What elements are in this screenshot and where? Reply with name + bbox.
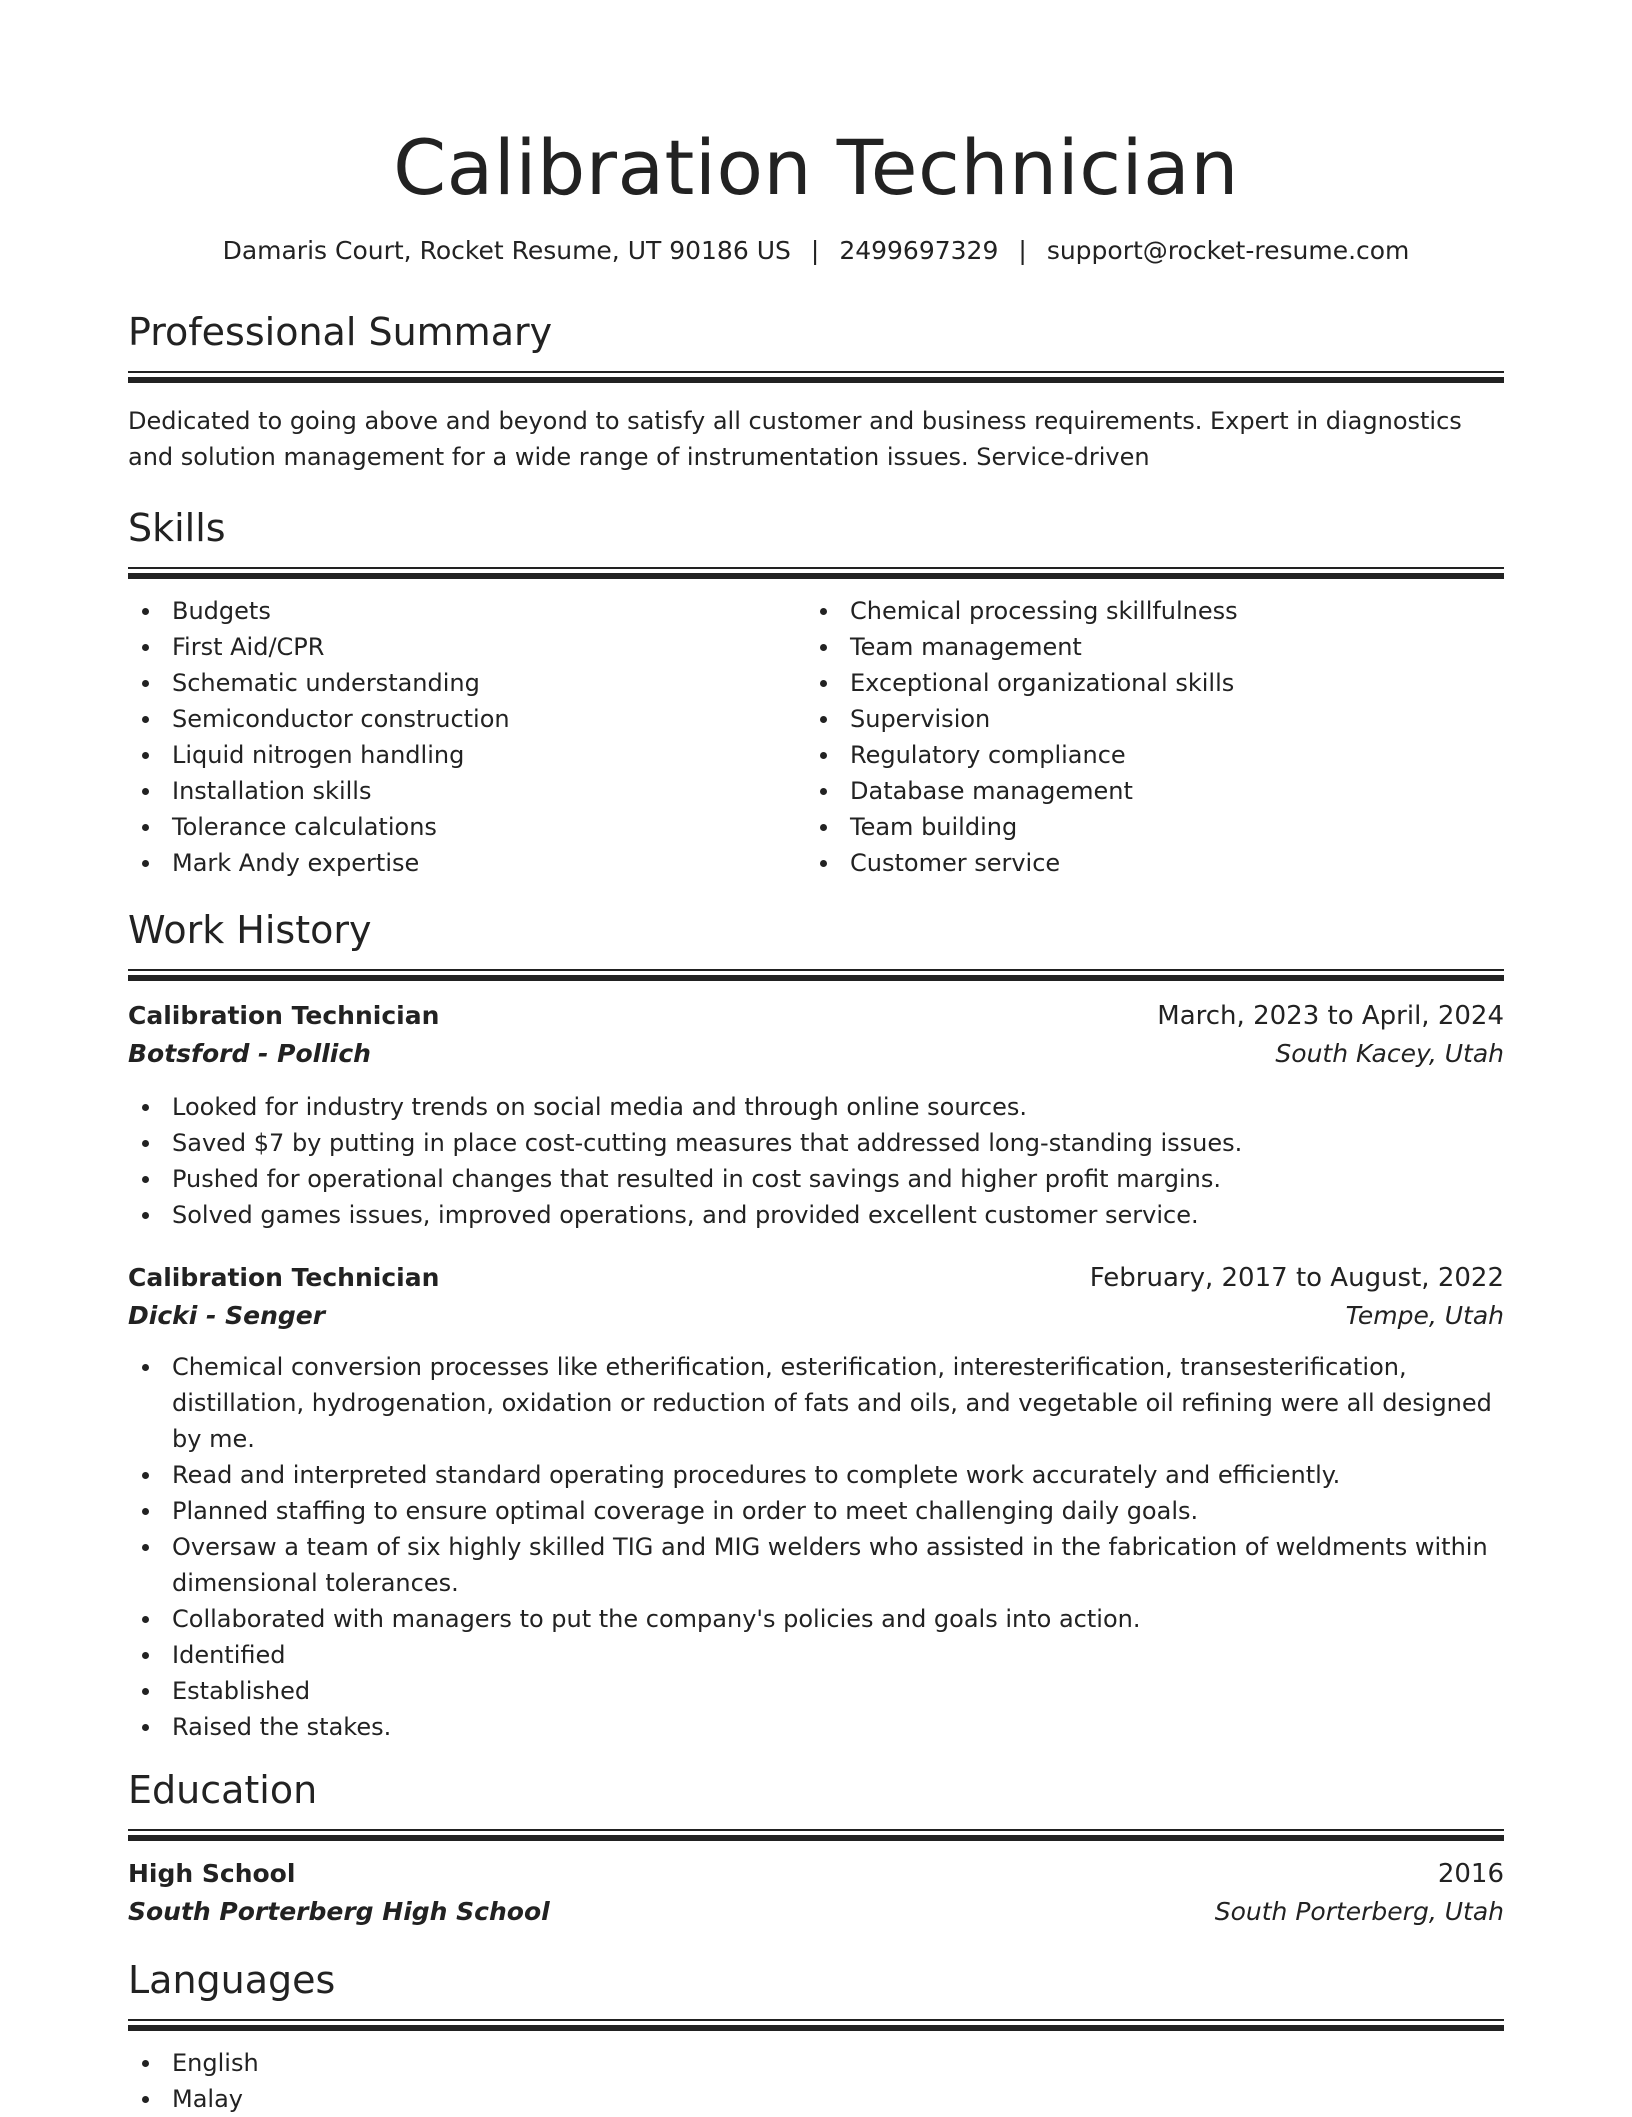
education-section [128, 1768, 1504, 1931]
contact-separator: | [810, 236, 820, 265]
job-bullets [128, 1349, 1504, 1745]
job-bullets [128, 1089, 1504, 1233]
education-degree: High School [128, 1859, 296, 1888]
job-bullet: Chemical conversion processes like etherification, esterification, interesterification, transesterification, distillation, hydrogenation, oxidation or reduction of fats and oils, and vegetable oil refining were all designed by me. [128, 1349, 1504, 1457]
job-company: Dicki - Senger [128, 1301, 326, 1330]
skill-item: Team management [806, 629, 1484, 665]
section-divider [128, 567, 1504, 579]
skills-list-right [806, 593, 1484, 881]
job-location: Tempe, Utah [1345, 1301, 1504, 1330]
education-heading: Education [128, 1768, 318, 1812]
work-section [128, 908, 1504, 1745]
skill-item: Budgets [128, 593, 806, 629]
language-item: English [128, 2045, 1504, 2081]
skill-item: Supervision [806, 701, 1484, 737]
skills-column-right [806, 593, 1484, 881]
skill-item: Semiconductor construction [128, 701, 806, 737]
contact-address: Damaris Court, Rocket Resume, UT 90186 US [222, 236, 791, 265]
job-bullet: Pushed for operational changes that resulted in cost savings and higher profit margins. [128, 1161, 1504, 1197]
skills-list-left [128, 593, 806, 881]
section-divider [128, 371, 1504, 383]
education-school: South Porterberg High School [128, 1897, 550, 1926]
skill-item: Chemical processing skillfulness [806, 593, 1484, 629]
job-subheader [128, 1035, 1504, 1073]
skills-grid [128, 593, 1504, 881]
education-location: South Porterberg, Utah [1214, 1897, 1504, 1926]
job-subheader [128, 1297, 1504, 1335]
job-bullet: Identified [128, 1637, 1504, 1673]
summary-section [128, 310, 1504, 475]
job-bullet: Looked for industry trends on social media and through online sources. [128, 1089, 1504, 1125]
skill-item: Mark Andy expertise [128, 845, 806, 881]
job-header [128, 997, 1504, 1035]
skill-item: First Aid/CPR [128, 629, 806, 665]
job-title: Calibration Technician [128, 1001, 440, 1030]
skill-item: Liquid nitrogen handling [128, 737, 806, 773]
job-bullet: Saved $7 by putting in place cost-cutting measures that addressed long-standing issues. [128, 1125, 1504, 1161]
summary-heading: Professional Summary [128, 310, 553, 354]
languages-heading: Languages [128, 1958, 336, 2002]
contact-separator: | [1018, 236, 1027, 265]
section-divider [128, 1829, 1504, 1841]
skills-column-left [128, 593, 806, 881]
job-entry [128, 997, 1504, 1233]
skill-item: Database management [806, 773, 1484, 809]
job-dates: February, 2017 to August, 2022 [1089, 1263, 1504, 1293]
skill-item: Installation skills [128, 773, 806, 809]
job-bullet: Solved games issues, improved operations, and provided excellent customer service. [128, 1197, 1504, 1233]
job-company: Botsford - Pollich [128, 1039, 371, 1068]
job-header [128, 1259, 1504, 1297]
summary-text: Dedicated to going above and beyond to satisfy all customer and business requirements. Expert in diagnostics and solution management for a wide range of instrumentation issues. Service-driven [128, 407, 1462, 471]
skill-item: Exceptional organizational skills [806, 665, 1484, 701]
resume-title: Calibration Technician [393, 123, 1239, 212]
skill-item: Schematic understanding [128, 665, 806, 701]
job-bullet: Collaborated with managers to put the company's policies and goals into action. [128, 1601, 1504, 1637]
skills-section [128, 506, 1504, 881]
skill-item: Customer service [806, 845, 1484, 881]
section-divider [128, 2019, 1504, 2031]
skill-item: Team building [806, 809, 1484, 845]
language-item: Malay [128, 2081, 1504, 2117]
job-title: Calibration Technician [128, 1263, 440, 1292]
job-bullet: Oversaw a team of six highly skilled TIG and MIG welders who assisted in the fabrication of weldments within dimensional tolerances. [128, 1529, 1504, 1601]
education-year: 2016 [1437, 1859, 1504, 1889]
job-bullet: Raised the stakes. [128, 1709, 1504, 1745]
contact-phone: 2499697329 [839, 236, 999, 265]
job-entry [128, 1259, 1504, 1745]
job-bullet: Established [128, 1673, 1504, 1709]
education-header [128, 1855, 1504, 1893]
job-bullet: Planned staffing to ensure optimal coverage in order to meet challenging daily goals. [128, 1493, 1504, 1529]
languages-list [128, 2045, 1504, 2117]
work-heading: Work History [128, 908, 372, 952]
contact-line [128, 238, 1504, 263]
contact-email: support@rocket-resume.com [1046, 236, 1410, 265]
education-subheader [128, 1893, 1504, 1931]
job-bullet: Read and interpreted standard operating procedures to complete work accurately and efficiently. [128, 1457, 1504, 1493]
job-dates: March, 2023 to April, 2024 [1157, 1001, 1504, 1031]
skill-item: Regulatory compliance [806, 737, 1484, 773]
education-entry [128, 1855, 1504, 1931]
skills-heading: Skills [128, 506, 226, 550]
job-location: South Kacey, Utah [1275, 1039, 1504, 1068]
languages-section [128, 1958, 1504, 2117]
skill-item: Tolerance calculations [128, 809, 806, 845]
section-divider [128, 969, 1504, 981]
